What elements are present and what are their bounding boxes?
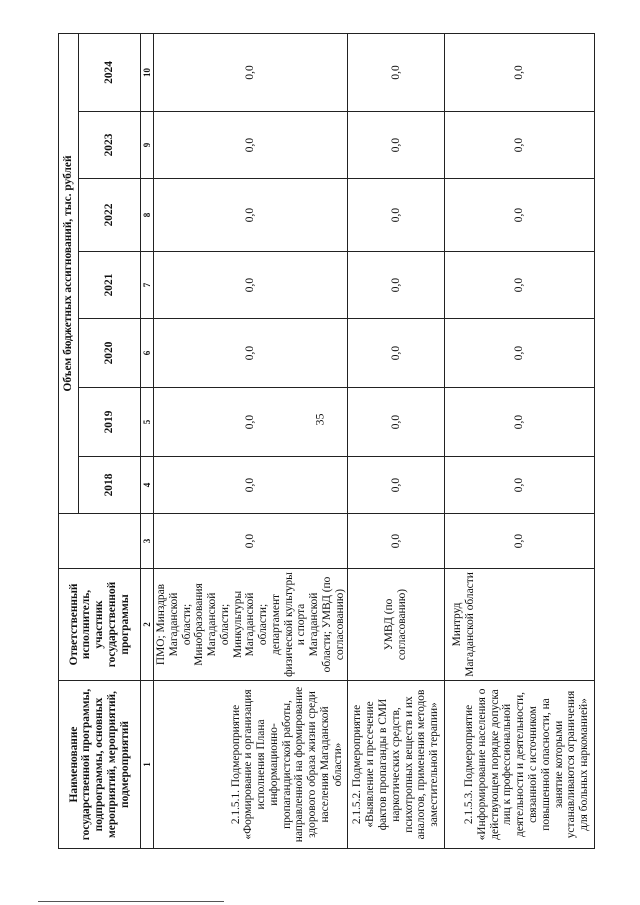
rotated-table-wrapper: [58, 34, 591, 849]
column-number: 2: [141, 569, 154, 681]
header-year-2021: 2021: [79, 252, 141, 319]
row-value-2020: 0,0: [348, 319, 444, 388]
column-number: 1: [141, 681, 154, 849]
header-budget-group: Объем бюджетных ассигнований, тыс. рублей: [59, 33, 79, 513]
column-number: 9: [141, 112, 154, 179]
column-number: 3: [141, 514, 154, 569]
row-value-2018: 0,0: [154, 457, 348, 514]
column-number: 6: [141, 319, 154, 388]
row-value-2024: 0,0: [444, 33, 594, 111]
row-value-2021: 0,0: [348, 252, 444, 319]
header-name: Наименование государственной программы, подпрограммы, основных мероприятий, мероприятий, подмероприятий: [59, 681, 141, 849]
row-value-2023: 0,0: [348, 112, 444, 179]
row-value-2020: 0,0: [154, 319, 348, 388]
page-number: 35: [312, 413, 327, 426]
row-value-2019: 0,0: [154, 388, 348, 457]
row-executor: УМВД (по согласованию): [348, 569, 444, 681]
row-value-total: 0,0: [154, 514, 348, 569]
row-value-2021: 0,0: [154, 252, 348, 319]
row-value-2024: 0,0: [348, 33, 444, 111]
header-year-2020: 2020: [79, 319, 141, 388]
header-executor: Ответственный исполнитель, участник государственной программы: [59, 569, 141, 681]
column-number: 10: [141, 33, 154, 111]
row-value-total: 0,0: [348, 514, 444, 569]
row-value-2019: 0,0: [348, 388, 444, 457]
row-value-total: 0,0: [444, 514, 594, 569]
row-value-2022: 0,0: [348, 179, 444, 252]
row-value-2021: 0,0: [444, 252, 594, 319]
row-value-2019: 0,0: [444, 388, 594, 457]
table-row: [348, 33, 444, 848]
table-row: [444, 33, 594, 848]
row-value-2023: 0,0: [154, 112, 348, 179]
column-number: 4: [141, 457, 154, 514]
header-year-2018: 2018: [79, 457, 141, 514]
column-number: 8: [141, 179, 154, 252]
row-program-name: 2.1.5.1. Подмероприятие «Формирование и организация исполнения Плана информационно-пропагандистской работы, направленной на формирование здорового образа жизни среди населения Магаданской области»: [154, 681, 348, 849]
row-value-2018: 0,0: [348, 457, 444, 514]
header-year-2019: 2019: [79, 388, 141, 457]
table-row: [154, 33, 348, 848]
column-number: 5: [141, 388, 154, 457]
bottom-rule: [38, 901, 224, 902]
row-executor: Минтруд Магаданской области: [444, 569, 594, 681]
row-value-2022: 0,0: [444, 179, 594, 252]
header-year-2023: 2023: [79, 112, 141, 179]
header-year-2024: 2024: [79, 33, 141, 111]
row-value-2024: 0,0: [154, 33, 348, 111]
row-value-2020: 0,0: [444, 319, 594, 388]
row-program-name: 2.1.5.3. Подмероприятие «Информирование населения о действующем порядке допуска лиц к профессиональной деятельности и деятельности, связанной с источником повышенной опасности, на занятие которыми устанавливаются ограничения для больных наркоманией»: [444, 681, 594, 849]
column-number: 7: [141, 252, 154, 319]
row-value-2018: 0,0: [444, 457, 594, 514]
row-program-name: 2.1.5.2. Подмероприятие «Выявление и пресечение фактов пропаганды в СМИ наркотических средств, психотропных веществ и их аналогов, применения методов заместительной терапии»: [348, 681, 444, 849]
budget-table: [58, 33, 595, 849]
row-value-2023: 0,0: [444, 112, 594, 179]
row-executor: ПМО; Минздрав Магаданской области; Минобразования Магаданской области; Минкультуры Магаданской области; департамент физической культуры и спорта Магаданской области; УМВД (по согласованию): [154, 569, 348, 681]
column-number-row: [141, 33, 154, 848]
header-year-2022: 2022: [79, 179, 141, 252]
row-value-2022: 0,0: [154, 179, 348, 252]
